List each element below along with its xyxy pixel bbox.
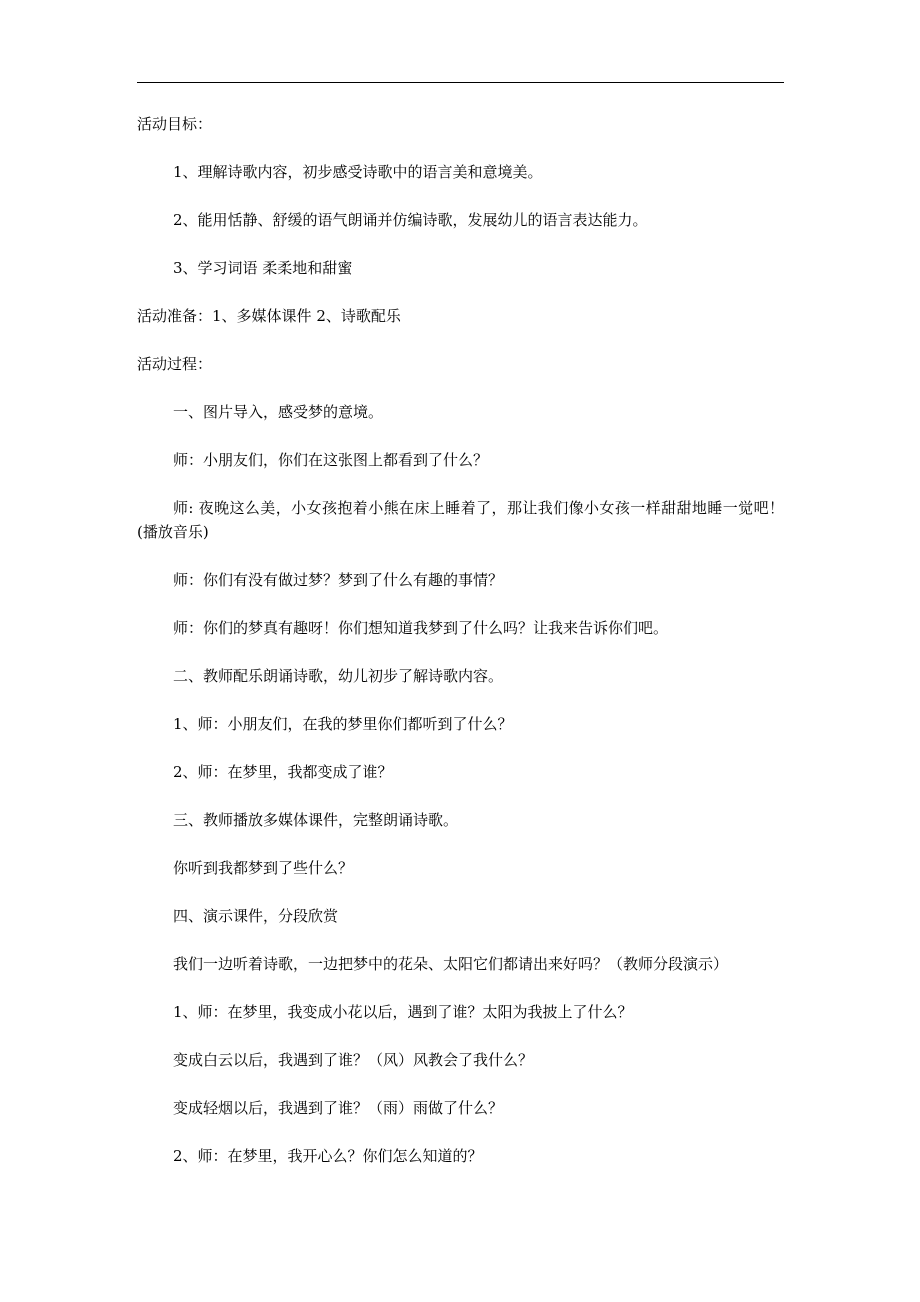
goal-item-2: 2、能用恬静、舒缓的语气朗诵并仿编诗歌，发展幼儿的语言表达能力。 [173,211,648,229]
section-heading-process: 活动过程： [137,355,213,373]
paragraph-line: 你听到我都梦到了些什么？ [173,859,354,877]
paragraph-line: 师：你们的梦真有趣呀！你们想知道我梦到了什么吗？让我来告诉你们吧。 [173,619,669,637]
paragraph-line: 2、师：在梦里，我开心么？你们怎么知道的？ [173,1147,483,1165]
step-heading-2: 二、教师配乐朗诵诗歌，幼儿初步了解诗歌内容。 [173,667,504,685]
paragraph-line: 师：小朋友们，你们在这张图上都看到了什么？ [173,451,489,469]
section-heading-goals: 活动目标： [137,115,213,133]
goal-item-3: 3、学习词语 柔柔地和甜蜜 [173,259,353,277]
paragraph-line: 1、师：小朋友们，在我的梦里你们都听到了什么？ [173,715,513,733]
paragraph-line: 变成白云以后，我遇到了谁？（风）风教会了我什么？ [173,1051,534,1069]
paragraph-line: 2、师：在梦里，我都变成了谁？ [173,763,393,781]
header-rule [137,82,784,83]
paragraph-line: 变成轻烟以后，我遇到了谁？（雨）雨做了什么？ [173,1099,504,1117]
step-heading-1: 一、图片导入，感受梦的意境。 [173,403,384,421]
paragraph-line: 1、师：在梦里，我变成小花以后，遇到了谁？太阳为我披上了什么？ [173,1003,633,1021]
paragraph-line: 我们一边听着诗歌，一边把梦中的花朵、太阳它们都请出来好吗？（教师分段演示） [173,955,729,973]
paragraph-line: 师：你们有没有做过梦？梦到了什么有趣的事情？ [173,571,504,589]
step-heading-3: 三、教师播放多媒体课件，完整朗诵诗歌。 [173,811,459,829]
section-heading-preparation: 活动准备：1、多媒体课件 2、诗歌配乐 [137,307,401,325]
step-heading-4: 四、演示课件，分段欣赏 [173,907,339,925]
paragraph-wrapped: 师: 夜晚这么美，小女孩抱着小熊在床上睡着了，那让我们像小女孩一样甜甜地睡一觉吧！(播放音乐) [137,499,784,541]
goal-item-1: 1、理解诗歌内容，初步感受诗歌中的语言美和意境美。 [173,163,543,181]
